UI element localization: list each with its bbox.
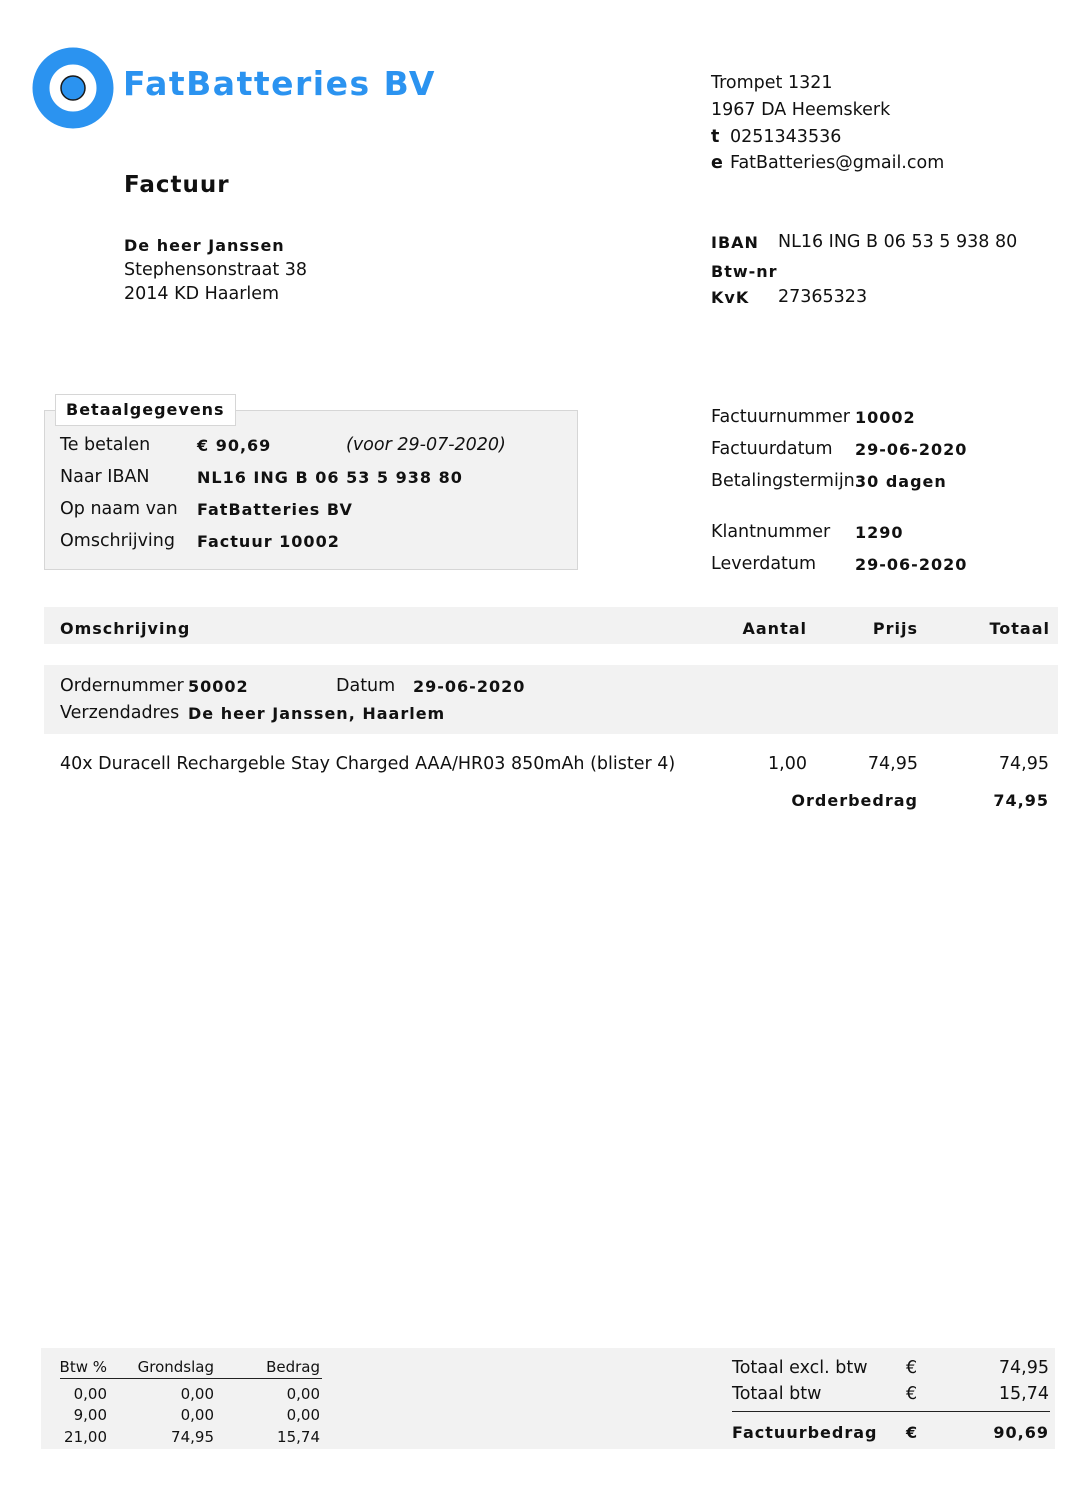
pay-name-label: Op naam van: [60, 499, 178, 519]
total-excl-label: Totaal excl. btw: [732, 1358, 868, 1378]
vat-row-rate: 21,00: [64, 1428, 107, 1446]
order-total: 74,95: [993, 791, 1049, 810]
btw-label: Btw-nr: [711, 262, 778, 281]
header-description: Omschrijving: [60, 619, 191, 638]
vat-row-amount: 0,00: [286, 1385, 320, 1403]
currency-symbol: €: [906, 1384, 918, 1404]
vat-row-rate: 9,00: [73, 1406, 107, 1424]
company-city: 1967 DA Heemskerk: [711, 100, 891, 120]
ship-label: Verzendadres: [60, 703, 180, 723]
vat-header-line: [60, 1378, 322, 1379]
customer-city: 2014 KD Haarlem: [124, 284, 280, 304]
vat-header-amount: Bedrag: [266, 1358, 320, 1376]
customer-street: Stephensonstraat 38: [124, 260, 308, 280]
ship-to: De heer Janssen, Haarlem: [188, 704, 446, 723]
delivery-date-label: Leverdatum: [711, 554, 817, 574]
grand-total: 90,69: [993, 1423, 1049, 1442]
phone-label: t: [711, 127, 721, 147]
header-total: Totaal: [989, 619, 1050, 638]
pay-name-value: FatBatteries BV: [197, 500, 353, 519]
document-title: Factuur: [124, 172, 230, 198]
invoice-number: 10002: [855, 408, 916, 427]
vat-row-base: 74,95: [171, 1428, 214, 1446]
company-logo-icon: [32, 47, 114, 129]
header-quantity: Aantal: [742, 619, 807, 638]
total-excl: 74,95: [998, 1358, 1049, 1378]
line-quantity: 1,00: [768, 754, 807, 774]
totals-divider: [732, 1411, 1050, 1412]
invoice-number-label: Factuurnummer: [711, 407, 850, 427]
amount-value: € 90,69: [197, 436, 272, 455]
company-street: Trompet 1321: [711, 73, 833, 93]
order-total-label: Orderbedrag: [791, 791, 918, 810]
payment-term-label: Betalingstermijn: [711, 471, 855, 491]
payment-details-heading: Betaalgegevens: [55, 394, 236, 426]
pay-iban-label: Naar IBAN: [60, 467, 150, 487]
amount-label: Te betalen: [60, 435, 151, 455]
vat-row-base: 0,00: [180, 1406, 214, 1424]
total-vat: 15,74: [998, 1384, 1049, 1404]
order-group: [44, 665, 1058, 734]
invoice-date-label: Factuurdatum: [711, 439, 833, 459]
line-total: 74,95: [998, 754, 1049, 774]
total-vat-label: Totaal btw: [732, 1384, 822, 1404]
company-email: FatBatteries@gmail.com: [730, 153, 945, 173]
pay-iban-value: NL16 ING B 06 53 5 938 80: [197, 468, 463, 487]
line-description: 40x Duracell Rechargeble Stay Charged AAA/HR03 850mAh (blister 4): [60, 754, 676, 774]
company-iban: NL16 ING B 06 53 5 938 80: [778, 232, 1018, 252]
order-date-label: Datum: [336, 676, 396, 696]
order-number: 50002: [188, 677, 249, 696]
header-price: Prijs: [872, 619, 918, 638]
pay-desc-value: Factuur 10002: [197, 532, 340, 551]
currency-symbol: €: [906, 1358, 918, 1378]
invoice-date: 29-06-2020: [855, 440, 968, 459]
order-number-label: Ordernummer: [60, 676, 184, 696]
currency-symbol: €: [906, 1423, 919, 1442]
customer-name: De heer Janssen: [124, 236, 285, 255]
email-label: e: [711, 153, 724, 173]
payment-term: 30 dagen: [855, 472, 947, 491]
due-note: (voor 29-07-2020): [346, 435, 506, 455]
customer-number-label: Klantnummer: [711, 522, 831, 542]
company-kvk: 27365323: [778, 287, 868, 307]
customer-number: 1290: [855, 523, 904, 542]
vat-header-rate: Btw %: [59, 1358, 107, 1376]
pay-desc-label: Omschrijving: [60, 531, 175, 551]
delivery-date: 29-06-2020: [855, 555, 968, 574]
vat-row-amount: 0,00: [286, 1406, 320, 1424]
company-name-logo: FatBatteries BV: [123, 64, 436, 103]
vat-header-base: Grondslag: [137, 1358, 214, 1376]
vat-row-base: 0,00: [180, 1385, 214, 1403]
line-price: 74,95: [867, 754, 918, 774]
vat-row-rate: 0,00: [73, 1385, 107, 1403]
vat-row-amount: 15,74: [277, 1428, 320, 1446]
company-phone: 0251343536: [730, 127, 842, 147]
grand-total-label: Factuurbedrag: [732, 1423, 878, 1442]
iban-label: IBAN: [711, 233, 759, 252]
order-date: 29-06-2020: [413, 677, 526, 696]
kvk-label: KvK: [711, 288, 750, 307]
